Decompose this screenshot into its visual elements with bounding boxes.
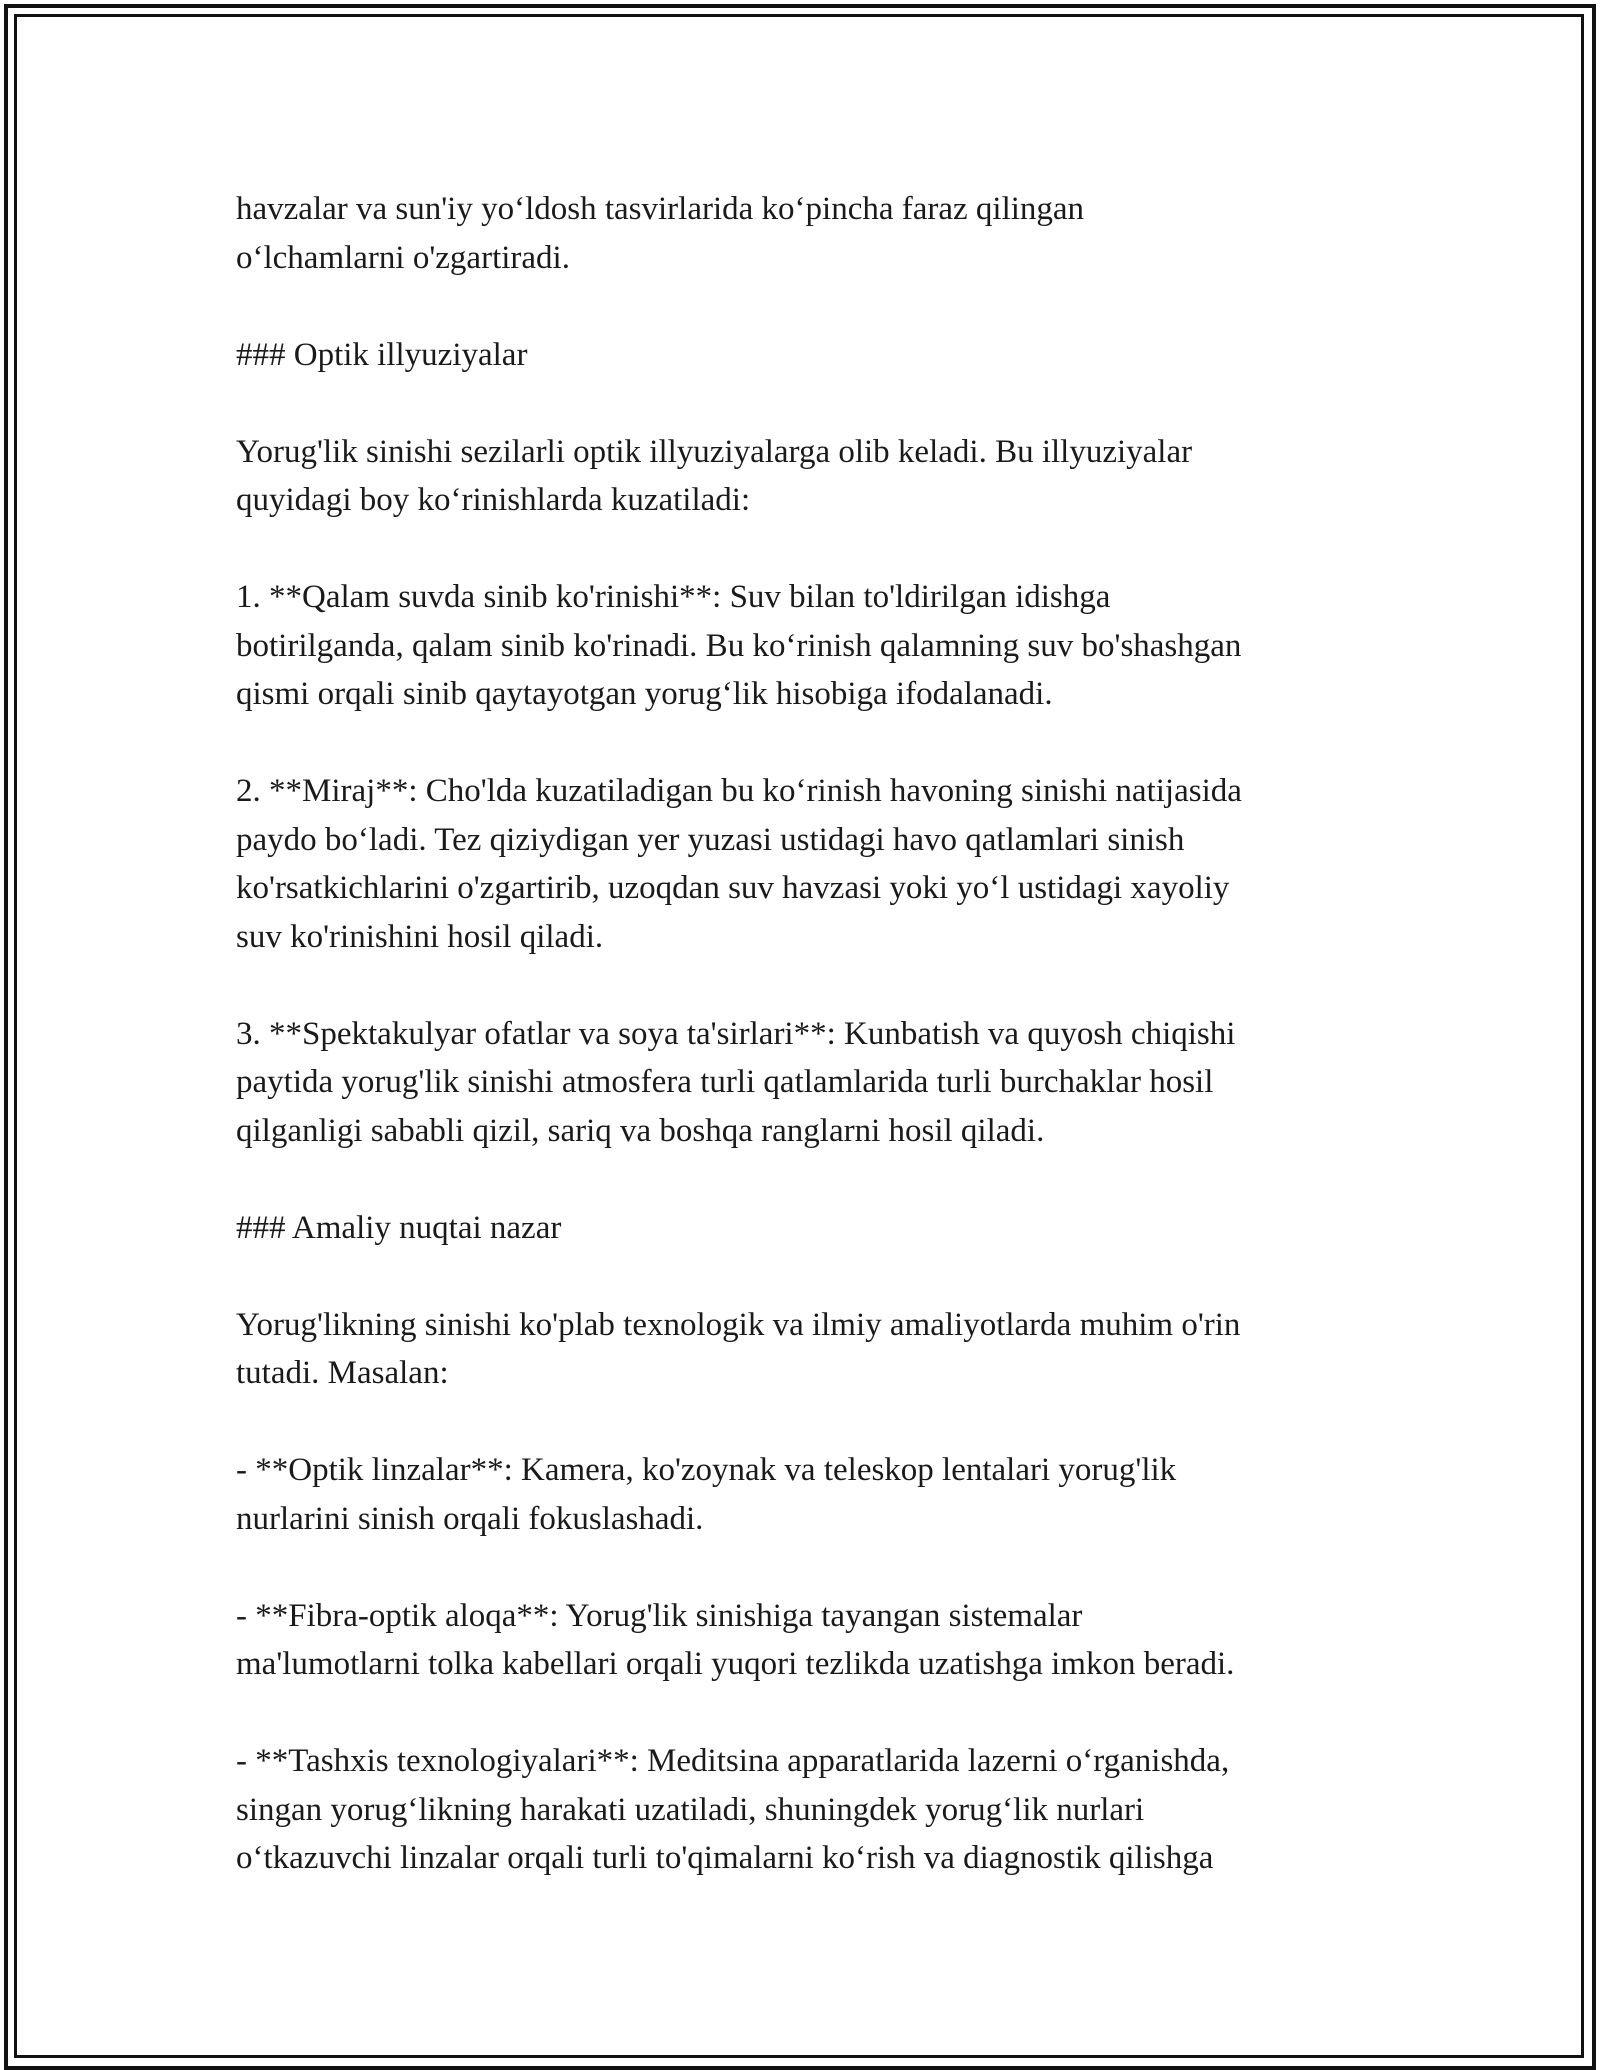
text-line: - **Optik linzalar**: Kamera, ko'zoynak va teleskop lentalari yorug'lik: [236, 1452, 1177, 1488]
text-line: - **Tashxis texnologiyalari**: Meditsina apparatlarida lazerni o‘rganishda,: [236, 1743, 1230, 1779]
bullet-optik-linzalar: [236, 1446, 1396, 1543]
text-line: o‘tkazuvchi linzalar orqali turli to'qimalarni ko‘rish va diagnostik qilishga: [236, 1840, 1214, 1876]
text-line: havzalar va sun'iy yo‘ldosh tasvirlarida ko‘pincha faraz qilingan: [236, 191, 1085, 227]
text-line: qilganligi sababli qizil, sariq va boshqa ranglarni hosil qiladi.: [236, 1112, 1045, 1149]
bullet-tashxis: [236, 1737, 1396, 1883]
text-line: ma'lumotlarni tolka kabellari orqali yuqori tezlikda uzatishga imkon beradi.: [236, 1646, 1235, 1682]
list-item-spektakulyar: [236, 1010, 1396, 1156]
text-line: nurlarini sinish orqali fokuslashadi.: [236, 1500, 704, 1537]
text-line: tutadi. Masalan:: [236, 1355, 449, 1391]
text-line: Yorug'lik sinishi sezilarli optik illyuziyalarga olib keladi. Bu illyuziyalar: [236, 433, 1193, 470]
text-line: ko'rsatkichlarini o'zgartirib, uzoqdan suv havzasi yoki yo‘l ustidagi xayoliy: [236, 870, 1230, 906]
text-line: paytida yorug'lik sinishi atmosfera turli qatlamlarida turli burchaklar hosil: [236, 1064, 1214, 1100]
heading-amaliy-nuqtai-nazar: [236, 1204, 1396, 1253]
bullet-fibra-optik: [236, 1592, 1396, 1689]
text-line: qismi orqali sinib qaytayotgan yorug‘lik hisobiga ifodalanadi.: [236, 676, 1053, 712]
intro-continuation: [236, 185, 1396, 282]
text-line: quyidagi boy ko‘rinishlarda kuzatiladi:: [236, 482, 751, 518]
text-line: 2. **Miraj**: Cho'lda kuzatiladigan bu ko‘rinish havoning sinishi natijasida: [236, 773, 1242, 809]
list-item-miraj: [236, 767, 1396, 961]
text-line: ### Optik illyuziyalar: [236, 336, 528, 373]
text-line: singan yorug‘likning harakati uzatiladi, shuningdek yorug‘lik nurlari: [236, 1791, 1145, 1828]
text-line: suv ko'rinishini hosil qiladi.: [236, 918, 604, 955]
text-line: 3. **Spektakulyar ofatlar va soya ta'sirlari**: Kunbatish va quyosh chiqishi: [236, 1015, 1236, 1052]
text-line: - **Fibra-optik aloqa**: Yorug'lik sinishiga tayangan sistemalar: [236, 1597, 1083, 1634]
text-line: 1. **Qalam suvda sinib ko'rinishi**: Suv bilan to'ldirilgan idishga: [236, 579, 1111, 615]
document-body: [236, 185, 1396, 1883]
text-line: o‘lchamlarni o'zgartiradi.: [236, 239, 570, 276]
paragraph-illyuziyalar-intro: [236, 428, 1396, 525]
paragraph-amaliy-intro: [236, 1301, 1396, 1398]
list-item-qalam: [236, 573, 1396, 719]
text-line: paydo bo‘ladi. Tez qiziydigan yer yuzasi ustidagi havo qatlamlari sinish: [236, 821, 1185, 858]
heading-optik-illyuziyalar: [236, 331, 1396, 380]
text-line: Yorug'likning sinishi ko'plab texnologik va ilmiy amaliyotlarda muhim o'rin: [236, 1306, 1241, 1343]
text-line: botirilganda, qalam sinib ko'rinadi. Bu ko‘rinish qalamning suv bo'shashgan: [236, 627, 1242, 664]
text-line: ### Amaliy nuqtai nazar: [236, 1209, 562, 1246]
